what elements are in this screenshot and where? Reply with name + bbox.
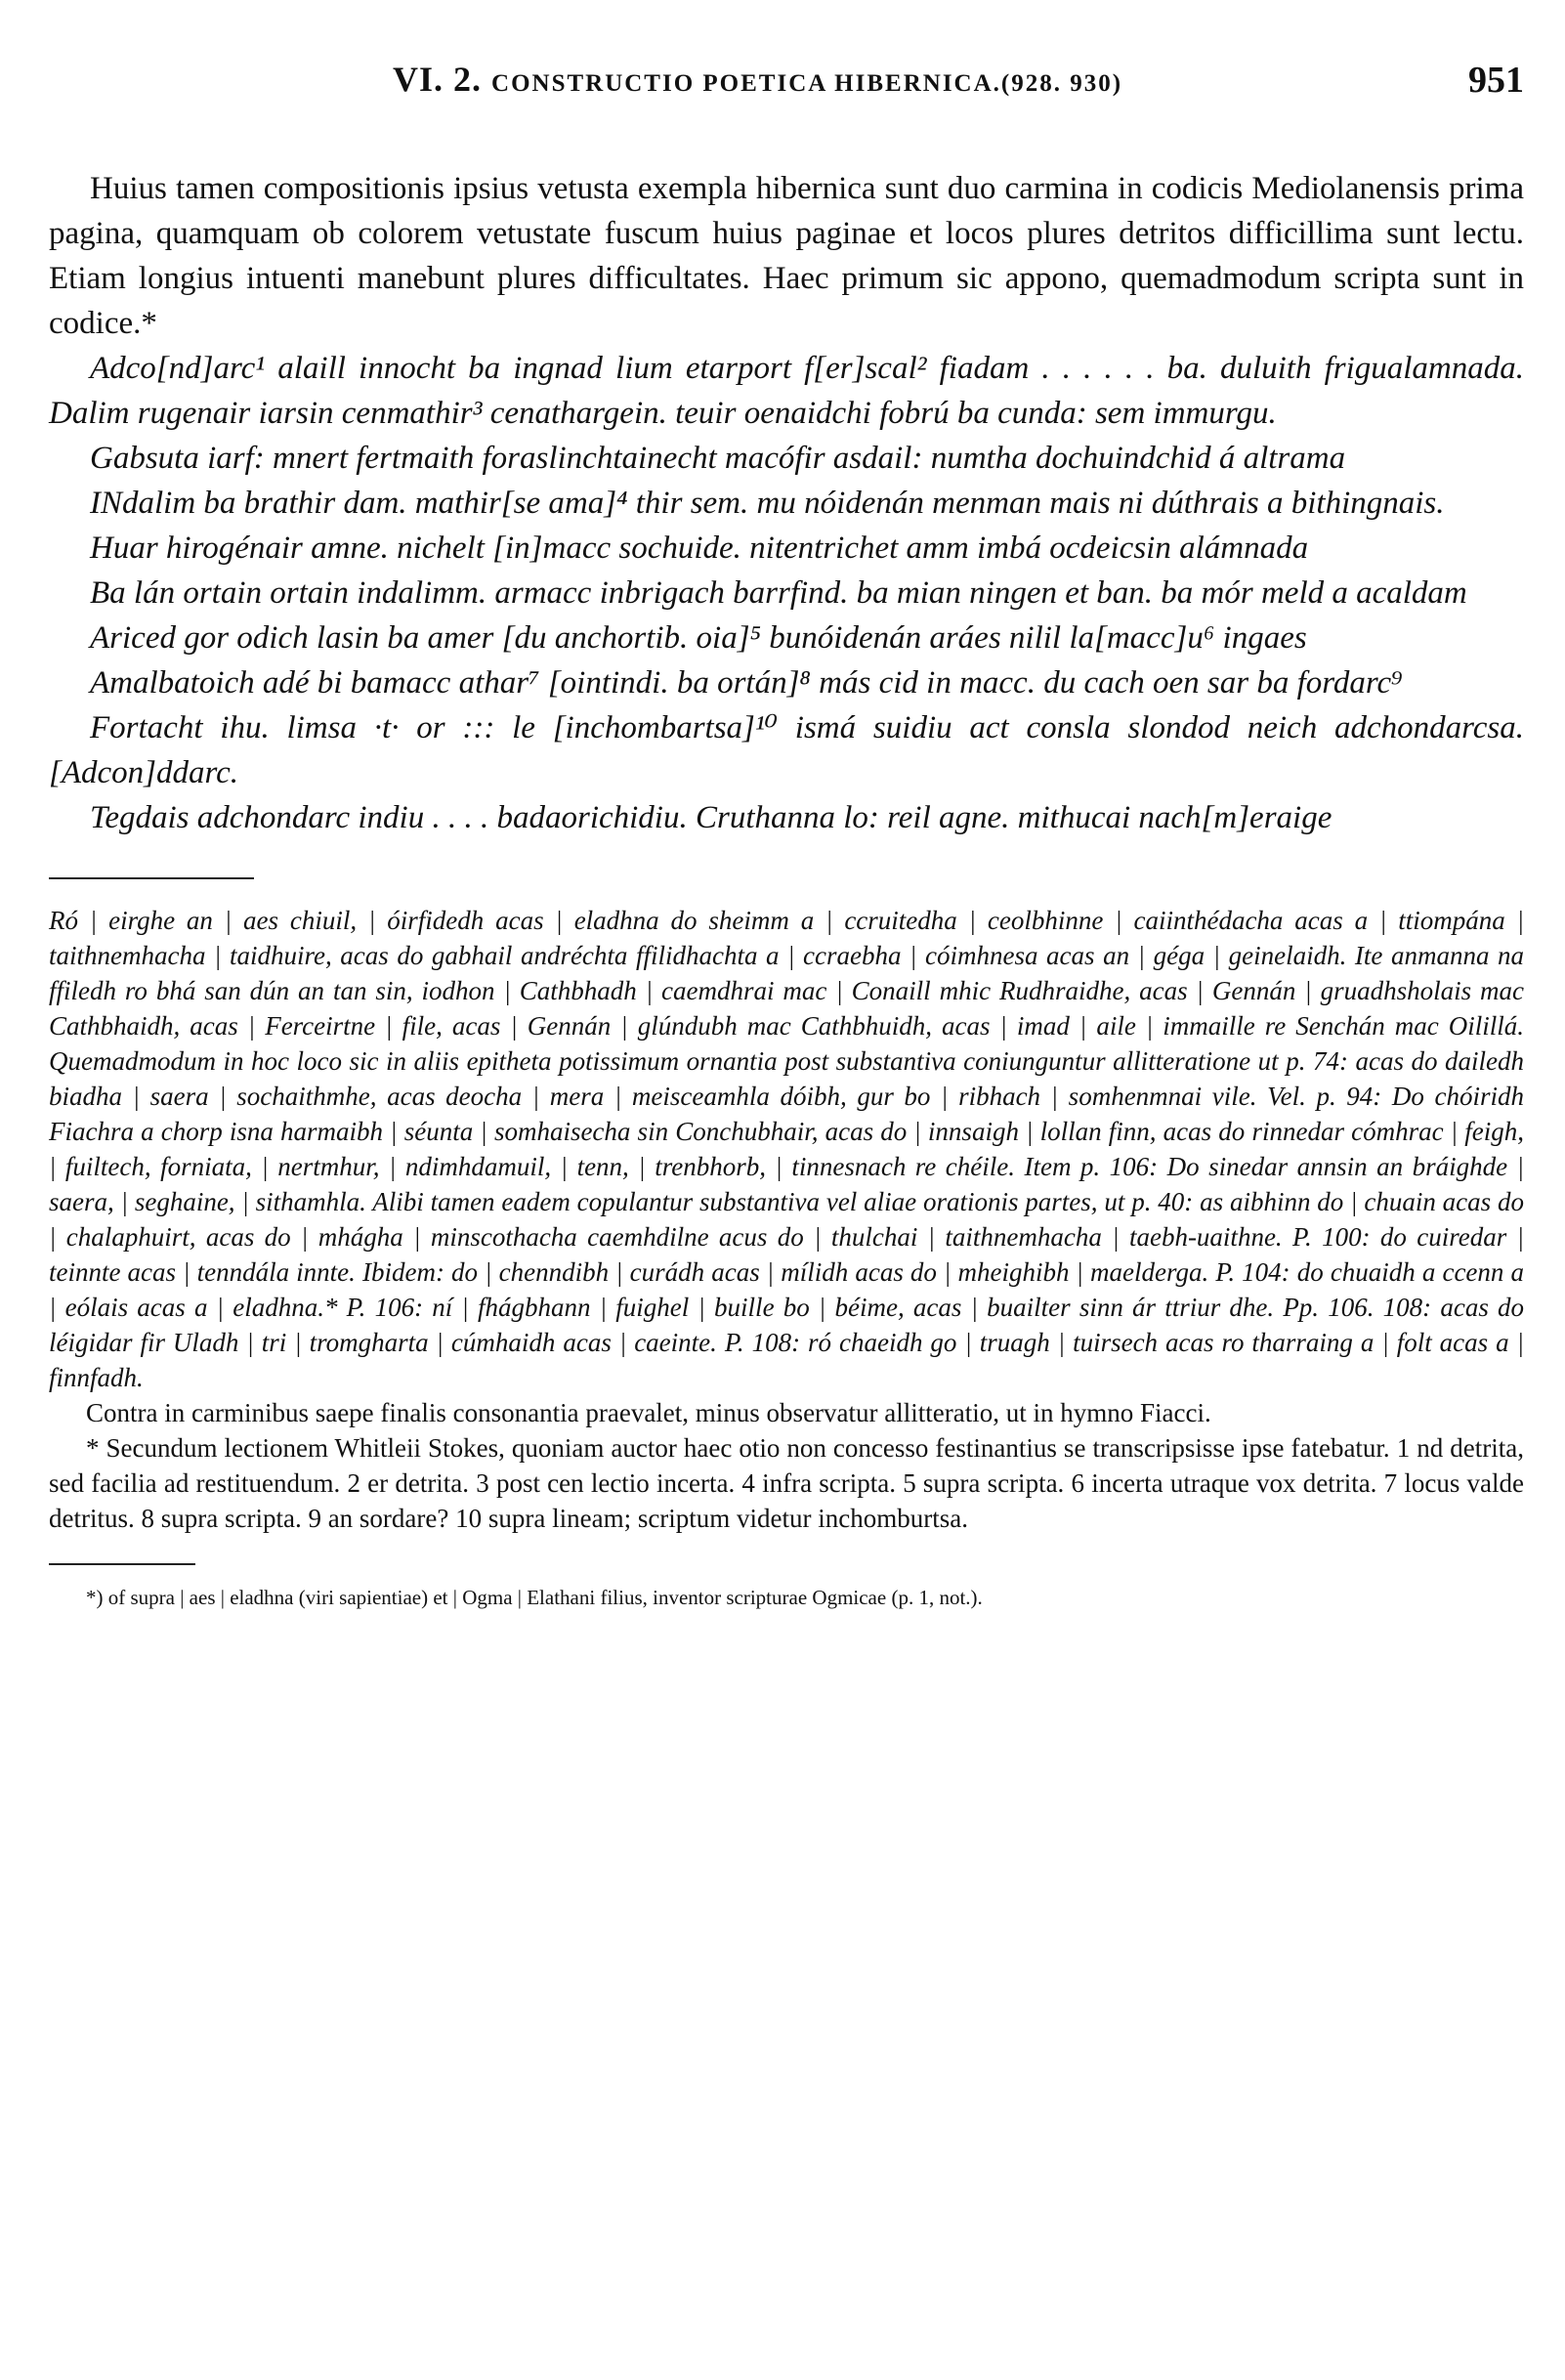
page-number: 951 [1468,60,1524,101]
poem [49,346,1524,840]
footnote-separator [49,1563,195,1565]
page [49,39,1524,1612]
poem-stanza: Huar hirogénair amne. nichelt [in]macc sochuide. nitentrichet amm imbá ocdeicsin alámnada [90,531,1309,566]
footnote: *) of supra | aes | eladhna (viri sapientiae) et | Ogma | Elathani filius, inventor scripturae Ogmicae (p. 1, not.). [86,1586,983,1609]
note-paragraph: Ró | eirghe an | aes chiuil, | óirfidedh acas | eladhna do sheimm a | ccruitedha | ceolbhinne | caiinthédacha acas a | ttiompána | taithnemhacha | taidhuire, acas do gabhail andréchta ffilidhachta a | ccraebha | cóimhnesa acas an | géga | geinelaidh. Ite anmanna na ffiledh ro bhá san dún an tan sin, iodhon | Cathbhadh | caemdhrai mac | Conaill mhic Rudhraidhe, acas | Gennán | gruadhsholais mac Cathbhaidh, acas | Ferceirtne | file, acas | Gennán | glúndubh mac Cathbhuidh, acas | imad | aile | immaille re Senchán mac Oilillá. Quemadmodum in hoc loco sic in aliis epitheta potissimum ornantia post substantiva coniunguntur allitteratione ut p. 74: acas do dailedh biadha | saera | sochaithmhe, acas deocha | mera | meisceamhla dóibh, gur bo | ribhach | somhenmnai vile. Vel. p. 94: Do chóiridh Fiachra a chorp isna harmaibh | séunta | somhaisecha sin Conchubhair, acas do | innsaigh | lollan finn, acas do rinnedar cómhrac | feigh, | fuiltech, forniata, | nertmhur, | ndimhdamuil, | tenn, | trenbhorb, | tinnesnach re chéile. Item p. 106: Do sinedar annsin an bráighde | saera, | seghaine, | sithamhla. Alibi tamen eadem copulantur substantiva vel aliae orationis partes, ut p. 40: as aibhinn do | chuain acas do | chalaphuirt, acas do | mhágha | minscothacha caemhdilne acus do | thulchai | taithnemhacha | taebh-uaithne. P. 100: do cuiredar | teinnte acas | tenndála innte. Ibidem: do | chenndibh | curádh acas | mílidh acas do | mheighibh | maelderga. P. 104: do chuaidh a ccenn a | eólais acas a | eladhna.* P. 106: ní | fhágbhann | fuighel | buille bo | béime, acas | buailter sinn ár ttriur dhe. Pp. 106. 108: acas do léigidar fir Uladh | tri | tromgharta | cúmhaidh acas | caeinte. P. 108: ró chaeidh go | truagh | tuirsech acas ro tharraing a | folt acas a | finnfadh. [49,906,1524,1392]
poem-stanza: Ariced gor odich lasin ba amer [du anchortib. oia]⁵ bunóidenán aráes nilil la[macc]u⁶ ingaes [90,620,1307,656]
running-title [393,59,1122,100]
poem-stanza: INdalim ba brathir dam. mathir[se ama]⁴ thir sem. mu nóidenán menman mais ni dúthrais a bithingnais. [90,486,1445,521]
intro-paragraph [49,166,1524,346]
poem-stanza: Fortacht ihu. limsa ·t· or ::: le [inchombartsa]¹⁰ ismá suidiu act consla slondod neich adchondarcsa. [Adcon]ddarc. [49,710,1524,790]
poem-stanza: Adco[nd]arc¹ alaill innocht ba ingnad lium etarport f[er]scal² fiadam . . . . . . ba. duluith frigualamnada. Dalim rugenair iarsin cenmathir³ cenathargein. teuir oenaidchi fobrú ba cunda: sem immurgu. [49,351,1524,431]
intro-text: Huius tamen compositionis ipsius vetusta exempla hibernica sunt duo carmina in codicis Mediolanensis prima pagina, quamquam ob colorem vetustate fuscum huius paginae et locos plures detritos difficillima sunt lectu. Etiam longius intuenti manebunt plures difficultates. Haec primum sic appono, quemadmodum scripta sunt in codice.* [49,171,1524,341]
note-paragraph: Contra in carminibus saepe finalis consonantia praevalet, minus observatur allitteratio, ut in hymno Fiacci. [86,1398,1211,1427]
poem-stanza: Tegdais adchondarc indiu . . . . badaorichidiu. Cruthanna lo: reil agne. mithucai nach[m]eraige [90,800,1332,835]
notes [49,903,1524,1536]
poem-stanza: Gabsuta iarf: mnert fertmaith foraslinchtainecht macófir asdail: numtha dochuindchid á altrama [90,441,1346,476]
poem-stanza: Ba lán ortain ortain indalimm. armacc inbrigach barrfind. ba mian ningen et ban. ba mór meld a acaldam [90,575,1467,611]
notes-separator [49,877,254,879]
poem-stanza: Amalbatoich adé bi bamacc athar⁷ [ointindi. ba ortán]⁸ más cid in macc. du cach oen sar ba fordarc⁹ [90,665,1403,701]
running-title-text: CONSTRUCTIO POETICA HIBERNICA.(928. 930) [491,70,1123,97]
note-paragraph: * Secundum lectionem Whitleii Stokes, quoniam auctor haec otio non concesso festinantius se transcripsisse ipse fatebatur. 1 nd detrita, sed facilia ad restituendum. 2 er detrita. 3 post cen lectio incerta. 4 infra scripta. 5 supra scripta. 6 incerta utraque vox detrita. 7 locus valde detritus. 8 supra scripta. 9 an sordare? 10 supra lineam; scriptum videtur inchomburtsa. [49,1433,1524,1533]
section-number: VI. 2. [393,60,483,99]
running-header [49,39,1524,107]
